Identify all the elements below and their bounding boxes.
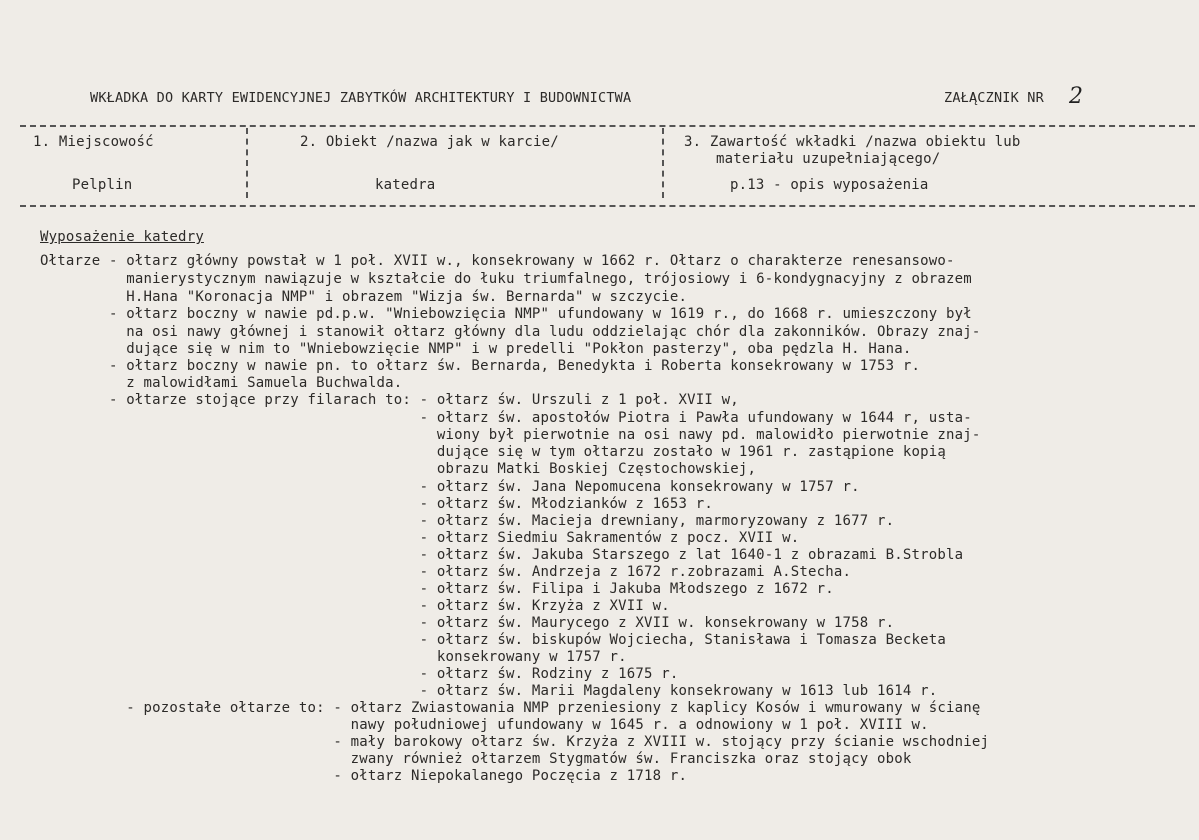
- top-divider: [20, 125, 1195, 127]
- body-line: - ołtarz boczny w nawie pn. to ołtarz św. Bernarda, Benedykta i Roberta konsekrowany w 1753 r.: [40, 358, 921, 374]
- card-title: WKŁADKA DO KARTY EWIDENCYJNEJ ZABYTKÓW ARCHITEKTURY I BUDOWNICTWA: [90, 90, 632, 106]
- annex-label: ZAŁĄCZNIK NR: [944, 90, 1044, 106]
- body-line: manierystycznym nawiązuje w kształcie do łuku triumfalnego, trójosiowy i 6-kondygnacyjny z obrazem: [40, 271, 972, 287]
- body-line: - ołtarz św. Rodziny z 1675 r.: [40, 666, 679, 682]
- body-line: dujące się w nim to "Wniebowzięcie NMP" i w predelli "Pokłon pasterzy", oba pędzla H. Hana.: [40, 341, 912, 357]
- body-line: - ołtarz św. Macieja drewniany, marmoryzowany z 1677 r.: [40, 513, 895, 529]
- body-line: - pozostałe ołtarze to: - ołtarz Zwiastowania NMP przeniesiony z kaplicy Kosów i wmurowany w ścianę: [40, 700, 981, 716]
- annex-number: 2: [1069, 84, 1083, 109]
- body-line: H.Hana "Koronacja NMP" i obrazem "Wizja św. Bernarda" w szczycie.: [40, 289, 688, 305]
- col3-label-line2: materiału uzupełniającego/: [716, 151, 941, 167]
- body-line: - ołtarz św. Jakuba Starszego z lat 1640-1 z obrazami B.Strobla: [40, 547, 964, 563]
- body-line: z malowidłami Samuela Buchwalda.: [40, 375, 403, 391]
- col3-label-line1: 3. Zawartość wkładki /nazwa obiektu lub: [684, 134, 1021, 150]
- body-line: konsekrowany w 1757 r.: [40, 649, 627, 665]
- column-divider-2: [662, 128, 664, 198]
- body-line: wiony był pierwotnie na osi nawy pd. malowidło pierwotnie znaj-: [40, 427, 981, 443]
- col2-value: katedra: [375, 177, 436, 193]
- body-line: - ołtarz św. biskupów Wojciecha, Stanisława i Tomasza Becketa: [40, 632, 947, 648]
- col1-label: 1. Miejscowość: [33, 134, 154, 150]
- body-line: dujące się w tym ołtarzu zostało w 1961 r. zastąpione kopią: [40, 444, 947, 460]
- body-line: na osi nawy głównej i stanowił ołtarz główny dla ludu oddzielając chór dla zakonników. Obrazy znaj-: [40, 324, 981, 340]
- body-line: - ołtarz boczny w nawie pd.p.w. "Wniebowzięcia NMP" ufundowany w 1619 r., do 1668 r. umieszczony był: [40, 306, 972, 322]
- body-line: zwany również ołtarzem Stygmatów św. Franciszka oraz stojący obok: [40, 751, 912, 767]
- column-divider-1: [246, 128, 248, 198]
- bottom-divider: [20, 205, 1195, 207]
- body-line: - ołtarz św. Andrzeja z 1672 r.zobrazami A.Stecha.: [40, 564, 852, 580]
- body-line: - ołtarz św. Krzyża z XVII w.: [40, 598, 670, 614]
- col3-value: p.13 - opis wyposażenia: [730, 177, 929, 193]
- body-line: - ołtarz św. Maurycego z XVII w. konsekrowany w 1758 r.: [40, 615, 895, 631]
- body-line: - ołtarz św. Marii Magdaleny konsekrowany w 1613 lub 1614 r.: [40, 683, 938, 699]
- body-line: - ołtarz Siedmiu Sakramentów z pocz. XVII w.: [40, 530, 800, 546]
- body-line: Ołtarze - ołtarz główny powstał w 1 poł. XVII w., konsekrowany w 1662 r. Ołtarz o charakterze renesansowo-: [40, 253, 955, 269]
- body-line: - ołtarze stojące przy filarach to: - ołtarz św. Urszuli z 1 poł. XVII w,: [40, 392, 739, 408]
- body-line: - mały barokowy ołtarz św. Krzyża z XVIII w. stojący przy ścianie wschodniej: [40, 734, 990, 750]
- col1-value: Pelplin: [72, 177, 133, 193]
- body-line: - ołtarz Niepokalanego Poczęcia z 1718 r.: [40, 768, 688, 784]
- body-line: - ołtarz św. Filipa i Jakuba Młodszego z 1672 r.: [40, 581, 834, 597]
- body-line: - ołtarz św. Młodzianków z 1653 r.: [40, 496, 714, 512]
- body-line: - ołtarz św. Jana Nepomucena konsekrowany w 1757 r.: [40, 479, 860, 495]
- section-title: Wyposażenie katedry: [40, 229, 204, 245]
- body-line: nawy południowej ufundowany w 1645 r. a odnowiony w 1 poł. XVIII w.: [40, 717, 929, 733]
- body-line: obrazu Matki Boskiej Częstochowskiej,: [40, 461, 757, 477]
- col2-label: 2. Obiekt /nazwa jak w karcie/: [300, 134, 559, 150]
- body-line: - ołtarz św. apostołów Piotra i Pawła ufundowany w 1644 r, usta-: [40, 410, 972, 426]
